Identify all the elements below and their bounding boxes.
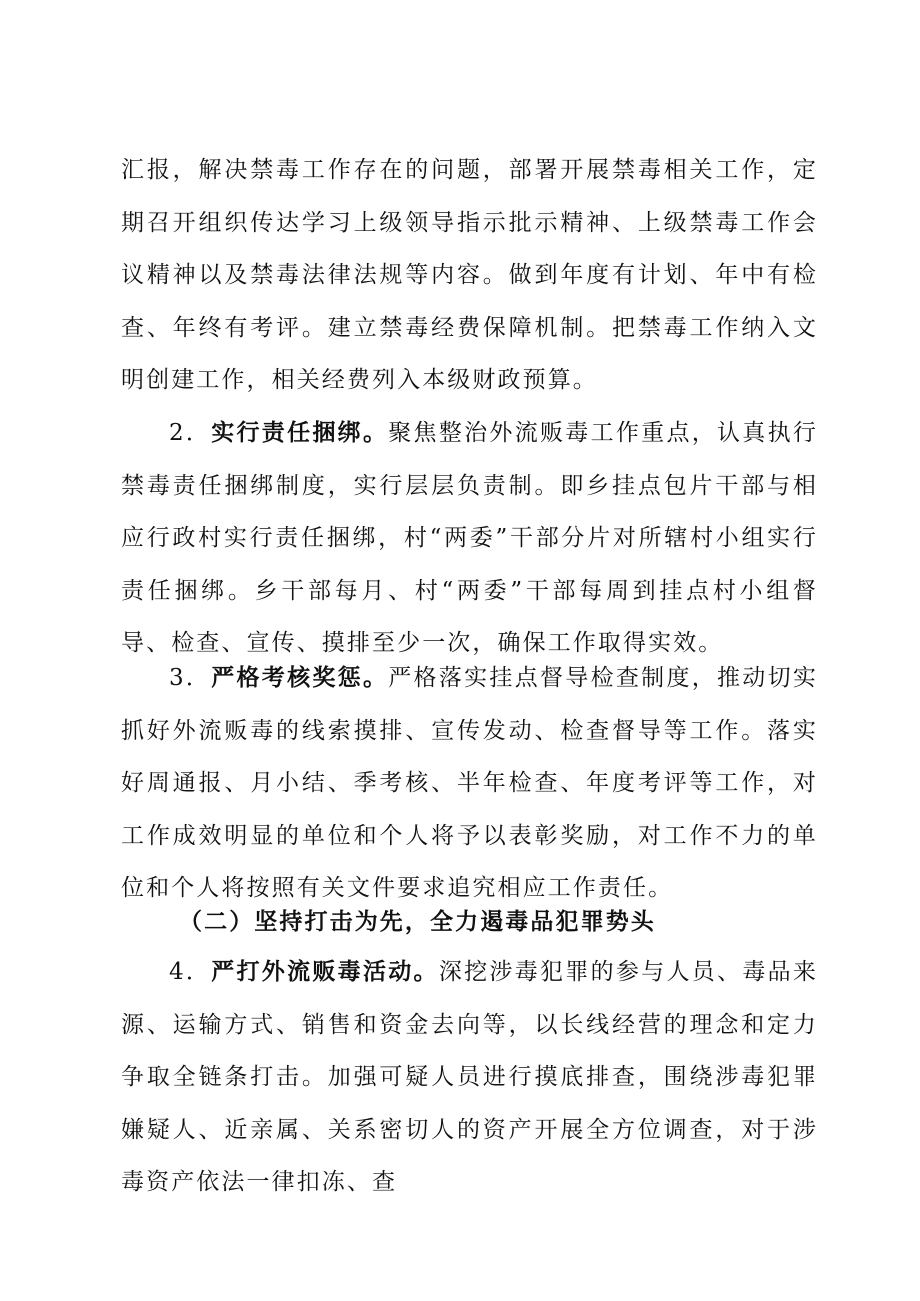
- section-heading: （二）坚持打击为先，全力遏毒品犯罪势头: [179, 909, 656, 935]
- item-4-body: 深挖涉毒犯罪的参与人员、毒品来源、运输方式、销售和资金去向等，以长线经营的理念和定力争取全链条打击。加强可疑人员进行摸底排查，围绕涉毒犯罪嫌疑人、近亲属、关系密切人的资产开展全方位调查，对于涉毒资产依法一律扣冻、查: [121, 959, 819, 1195]
- item-2-number: 2．: [169, 420, 212, 446]
- item-2-body: 聚焦整治外流贩毒工作重点，认真执行禁毒责任捆绑制度，实行层层负责制。即乡挂点包片干部与相应行政村实行责任捆绑，村“两委”干部分片对所辖村小组实行责任捆绑。乡干部每月、村“两委”干部每周到挂点村小组督导、检查、宣传、摸排至少一次，确保工作取得实效。: [121, 420, 818, 656]
- item-4-number: 4．: [169, 959, 212, 985]
- item-3-number: 3．: [169, 665, 212, 691]
- item-3-body: 严格落实挂点督导检查制度，推动切实抓好外流贩毒的线索摸排、宣传发动、检查督导等工作。落实好周通报、月小结、季考核、半年检查、年度考评等工作，对工作成效明显的单位和个人将予以表彰奖励，对工作不力的单位和个人将按照有关文件要求追究相应工作责任。: [121, 665, 818, 901]
- item-2-heading: 实行责任捆绑。: [211, 420, 389, 446]
- item-3-heading: 严格考核奖惩。: [211, 665, 389, 691]
- paragraph-item-2: [121, 407, 818, 670]
- paragraph-item-4: [121, 946, 818, 1209]
- paragraph-item-3: [121, 652, 818, 915]
- paragraph-continuation: 汇报，解决禁毒工作存在的问题，部署开展禁毒相关工作，定期召开组织传达学习上级领导指示批示精神、上级禁毒工作会议精神以及禁毒法律法规等内容。做到年度有计划、年中有检查、年终有考评。建立禁毒经费保障机制。把禁毒工作纳入文明创建工作，相关经费列入本级财政预算。: [121, 157, 818, 393]
- item-4-heading: 严打外流贩毒活动。: [211, 959, 439, 985]
